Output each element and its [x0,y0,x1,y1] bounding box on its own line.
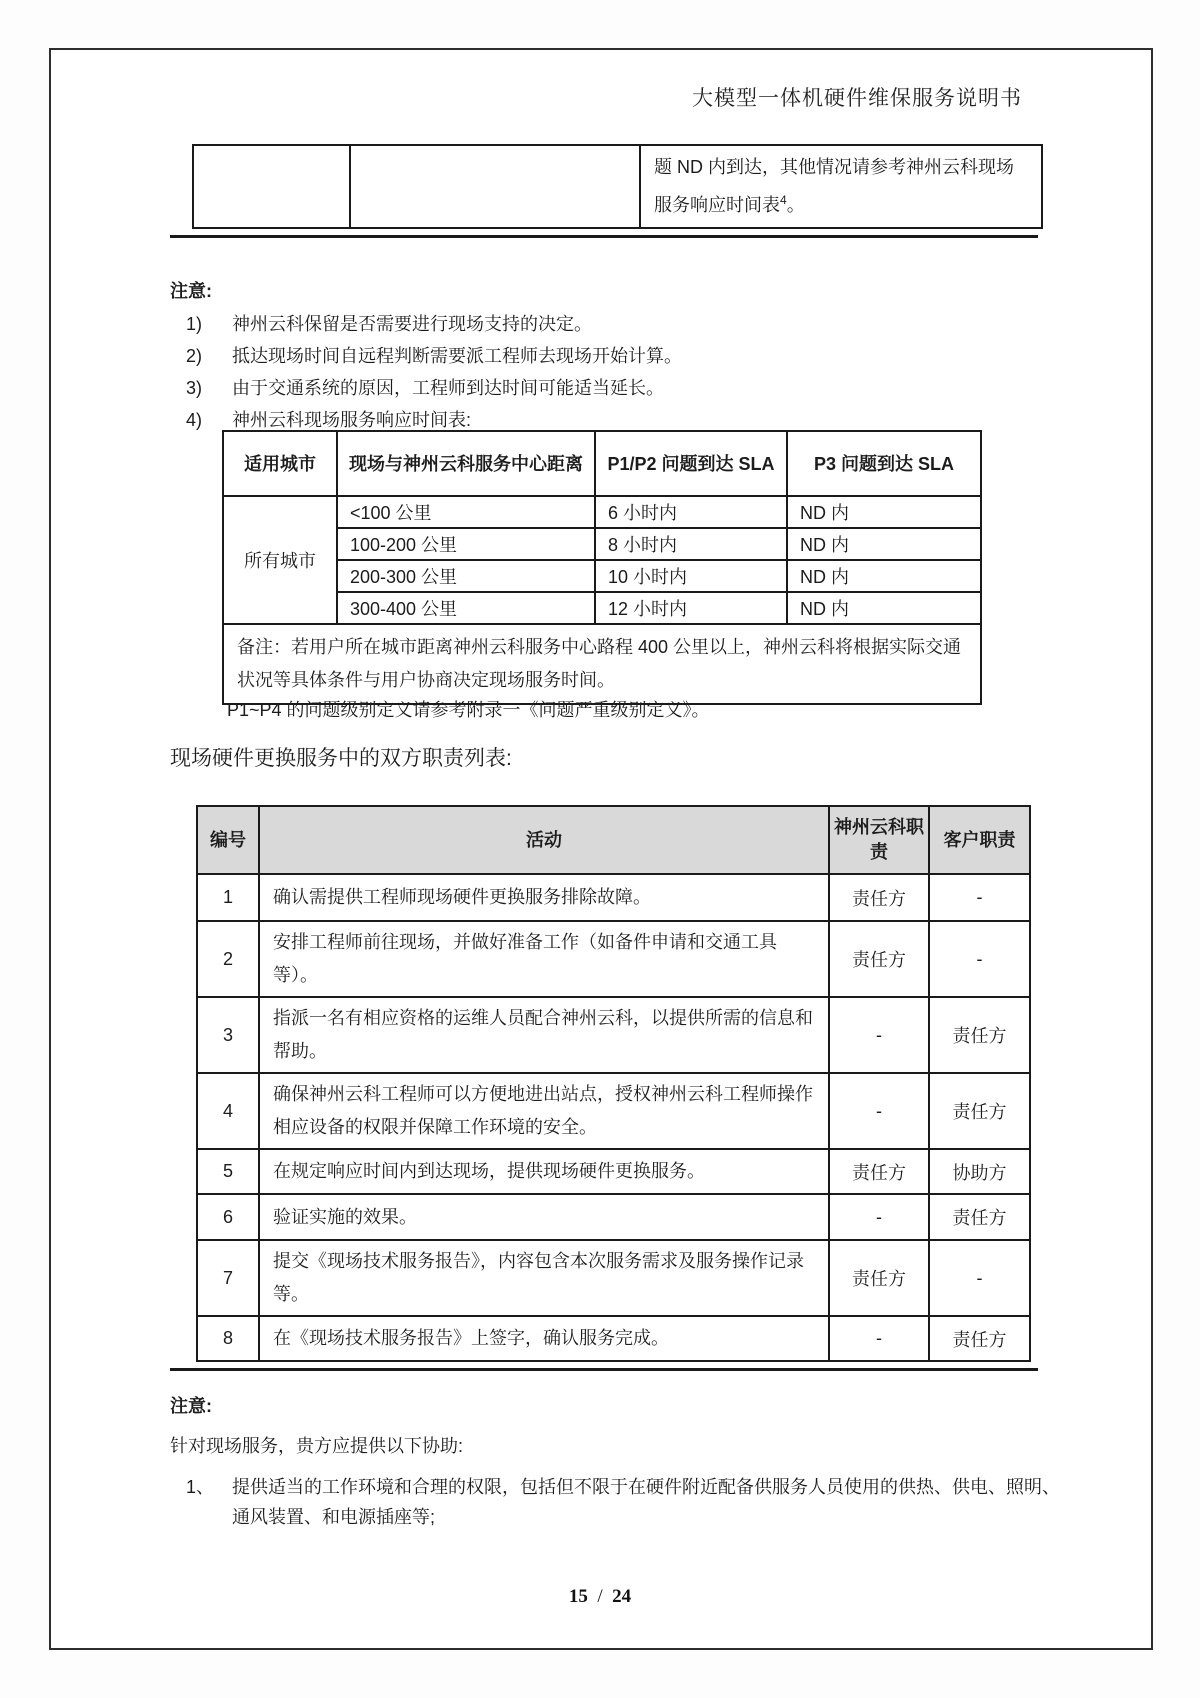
sla-response-table [222,430,982,705]
sla-header-p12: P1/P2 问题到达 SLA [595,431,787,496]
sla-header-distance: 现场与神州云科服务中心距离 [337,431,595,496]
responsibilities-table [196,805,1031,1362]
sla-p12: 8 小时内 [595,528,787,560]
resp-row [197,874,1030,921]
resp-customer: 责任方 [929,1316,1030,1361]
resp-row [197,1194,1030,1240]
list-item-text: 神州云科保留是否需要进行现场支持的决定。 [232,314,592,334]
resp-customer: 协助方 [929,1149,1030,1194]
resp-header-customer: 客户职责 [929,806,1030,874]
resp-vendor: 责任方 [829,921,929,997]
resp-vendor: - [829,1073,929,1149]
section-divider-top [170,235,1038,238]
carryover-cell-text [640,145,1042,228]
list-item-text: 由于交通系统的原因，工程师到达时间可能适当延长。 [232,378,664,398]
resp-vendor: 责任方 [829,874,929,921]
resp-activity: 确保神州云科工程师可以方便地进出站点，授权神州云科工程师操作相应设备的权限并保障工作环境的安全。 [259,1073,829,1149]
resp-customer: 责任方 [929,1194,1030,1240]
resp-no: 4 [197,1073,259,1149]
page-number-slash: / [597,1586,603,1607]
resp-no: 3 [197,997,259,1073]
carryover-period: 。 [786,195,805,215]
resp-vendor: 责任方 [829,1149,929,1194]
resp-activity: 在《现场技术服务报告》上签字，确认服务完成。 [259,1316,829,1361]
carryover-cell-empty-1 [193,145,350,228]
list-item-number: 1、 [186,1477,215,1497]
sla-distance: 300-400 公里 [337,592,595,624]
resp-activity: 验证实施的效果。 [259,1194,829,1240]
sla-row [223,592,981,624]
resp-row [197,1240,1030,1316]
sla-p3: ND 内 [787,496,981,528]
sla-note: 备注：若用户所在城市距离神州云科服务中心路程 400 公里以上，神州云科将根据实际交通状况等具体条件与用户协商决定现场服务时间。 [223,624,981,704]
resp-no: 1 [197,874,259,921]
resp-header-row [197,806,1030,874]
list-item-number: 2) [186,346,203,366]
resp-header-activity: 活动 [259,806,829,874]
list-item-text: 神州云科现场服务响应时间表: [232,410,471,430]
notes-top-label: 注意: [170,281,212,301]
sla-p12: 10 小时内 [595,560,787,592]
p-level-note: P1~P4 的问题级别定义请参考附录一《问题严重级别定义》。 [227,700,710,720]
resp-row [197,1073,1030,1149]
resp-activity: 安排工程师前往现场，并做好准备工作（如备件申请和交通工具等）。 [259,921,829,997]
resp-row [197,1149,1030,1194]
footnote-ref: 4 [780,193,787,207]
list-item-number: 4) [186,410,203,430]
notes-top-list [170,308,1038,436]
carryover-cell-empty-2 [350,145,640,228]
sla-row [223,496,981,528]
resp-header-vendor: 神州云科职责 [829,806,929,874]
notes-bottom-label: 注意: [170,1396,212,1416]
resp-vendor: - [829,997,929,1073]
notes-bottom-list [170,1472,1060,1532]
list-item-text: 抵达现场时间自远程判断需要派工程师去现场开始计算。 [232,346,682,366]
sla-row [223,528,981,560]
resp-vendor: - [829,1316,929,1361]
resp-no: 6 [197,1194,259,1240]
resp-activity: 指派一名有相应资格的运维人员配合神州云科，以提供所需的信息和帮助。 [259,997,829,1073]
page-number-separator2 [603,1586,608,1607]
resp-activity: 提交《现场技术服务报告》，内容包含本次服务需求及服务操作记录等。 [259,1240,829,1316]
list-item [170,372,1038,404]
resp-vendor: 责任方 [829,1240,929,1316]
section-heading: 现场硬件更换服务中的双方职责列表: [170,747,512,770]
resp-no: 8 [197,1316,259,1361]
resp-header-no: 编号 [197,806,259,874]
notes-bottom-intro: 针对现场服务，贵方应提供以下协助: [170,1436,463,1456]
carryover-text: 题 ND 内到达，其他情况请参考神州云科现场服务响应时间表 [654,157,1014,215]
sla-row [223,560,981,592]
sla-distance: <100 公里 [337,496,595,528]
list-item [170,340,1038,372]
list-item-number: 3) [186,378,203,398]
resp-customer: - [929,874,1030,921]
sla-city-cell: 所有城市 [223,496,337,624]
resp-row [197,997,1030,1073]
sla-header-row [223,431,981,496]
sla-distance: 200-300 公里 [337,560,595,592]
page-number [0,1586,1200,1608]
resp-activity: 确认需提供工程师现场硬件更换服务排除故障。 [259,874,829,921]
sla-p12: 6 小时内 [595,496,787,528]
sla-p3: ND 内 [787,560,981,592]
sla-p3: ND 内 [787,528,981,560]
carryover-table [192,144,1043,229]
list-item-number: 1) [186,314,203,334]
resp-customer: - [929,1240,1030,1316]
sla-p12: 12 小时内 [595,592,787,624]
page-number-current: 15 [568,1586,588,1607]
list-item [170,308,1038,340]
page-number-total: 24 [612,1586,632,1607]
list-item-text: 提供适当的工作环境和合理的权限，包括但不限于在硬件附近配备供服务人员使用的供热、供电、照明、通风装置、和电源插座等; [232,1477,1060,1527]
resp-row [197,921,1030,997]
resp-activity: 在规定响应时间内到达现场，提供现场硬件更换服务。 [259,1149,829,1194]
resp-vendor: - [829,1194,929,1240]
sla-note-row [223,624,981,704]
sla-header-city: 适用城市 [223,431,337,496]
resp-no: 7 [197,1240,259,1316]
document-title: 大模型一体机硬件维保服务说明书 [692,86,1022,110]
sla-distance: 100-200 公里 [337,528,595,560]
resp-no: 5 [197,1149,259,1194]
sla-header-p3: P3 问题到达 SLA [787,431,981,496]
list-item [170,1472,1060,1532]
resp-customer: 责任方 [929,997,1030,1073]
resp-customer: - [929,921,1030,997]
resp-customer: 责任方 [929,1073,1030,1149]
sla-p3: ND 内 [787,592,981,624]
resp-row [197,1316,1030,1361]
resp-no: 2 [197,921,259,997]
section-divider-bottom [170,1368,1038,1371]
